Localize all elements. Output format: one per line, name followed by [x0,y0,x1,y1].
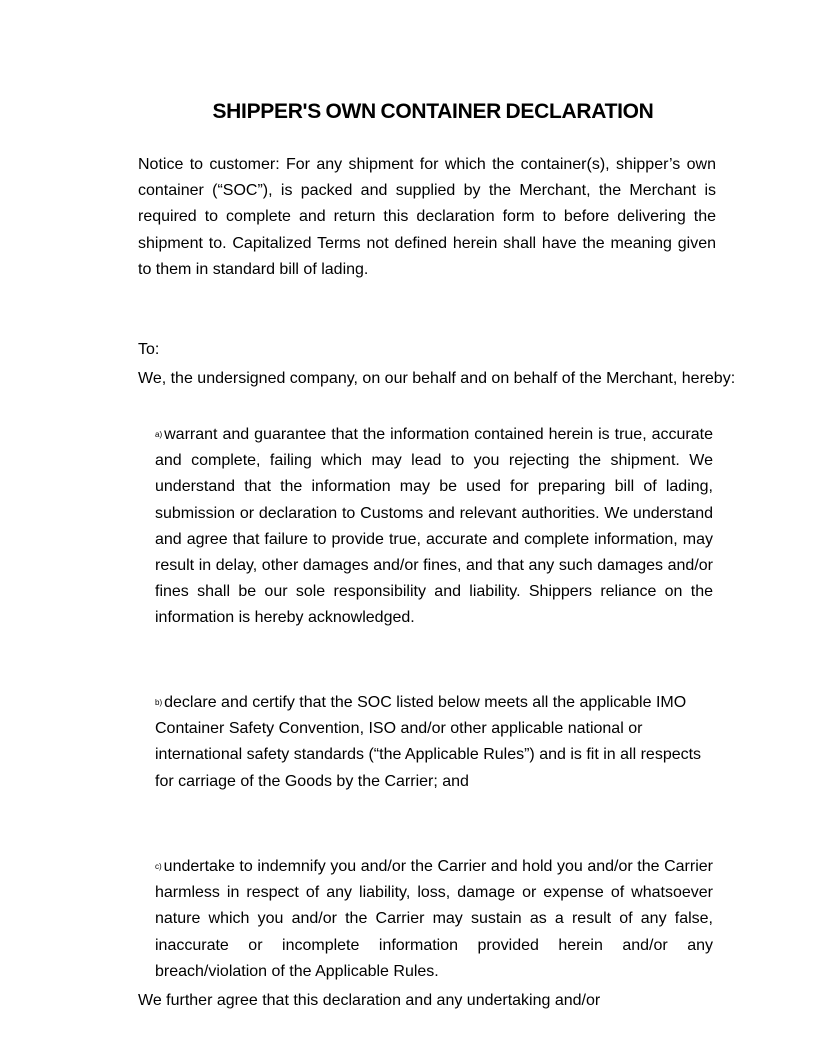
clause-a [155,422,713,632]
clause-text-a: warrant and guarantee that the information contained herein is true, accurate and complete, failing which may lead to you rejecting the shipment. We understand that the information may be used for preparing bill of lading, submission or declaration to Customs and relevant authorities. We understand and agree that failure to provide true, accurate and complete information, may result in delay, other damages and/or fines, and that any such damages and/or fines shall be our sole responsibility and liability. Shippers reliance on the information is hereby acknowledged. [155,426,713,627]
clause-b [155,690,717,795]
notice-paragraph: Notice to customer: For any shipment for which the container(s), shipper’s own container (“SOC”), is packed and supplied by the Merchant, the Merchant is required to complete and return this declaration form to before delivering the shipment to. Capitalized Terms not defined herein shall have the meaning given to them in standard bill of lading. [138,156,716,278]
clause-marker-c: c) [155,862,162,871]
clause-text-c: undertake to indemnify you and/or the Carrier and hold you and/or the Carrier harmless in respect of any liability, loss, damage or expense of whatsoever nature which you and/or the Carrier may sustain as a result of any false, inaccurate or incomplete information provided herein and/or any breach/violation of the Applicable Rules. [155,858,713,980]
clause-c [155,854,713,985]
clause-marker-b: b) [155,698,163,707]
clause-text-b: declare and certify that the SOC listed below meets all the applicable IMO Container Safety Convention, ISO and/or other applicable national or international safety standards (“the Applicable Rules”) and is fit in all respects for carriage of the Goods by the Carrier; and [155,694,702,790]
intro-paragraph: We, the undersigned company, on our behalf and on behalf of the Merchant, hereby: [138,370,736,387]
to-label: To: [138,341,160,358]
document-title: SHIPPER'S OWN CONTAINER DECLARATION [212,100,654,124]
further-paragraph: We further agree that this declaration and any undertaking and/or [138,992,601,1009]
clause-marker-a: a) [155,430,163,439]
